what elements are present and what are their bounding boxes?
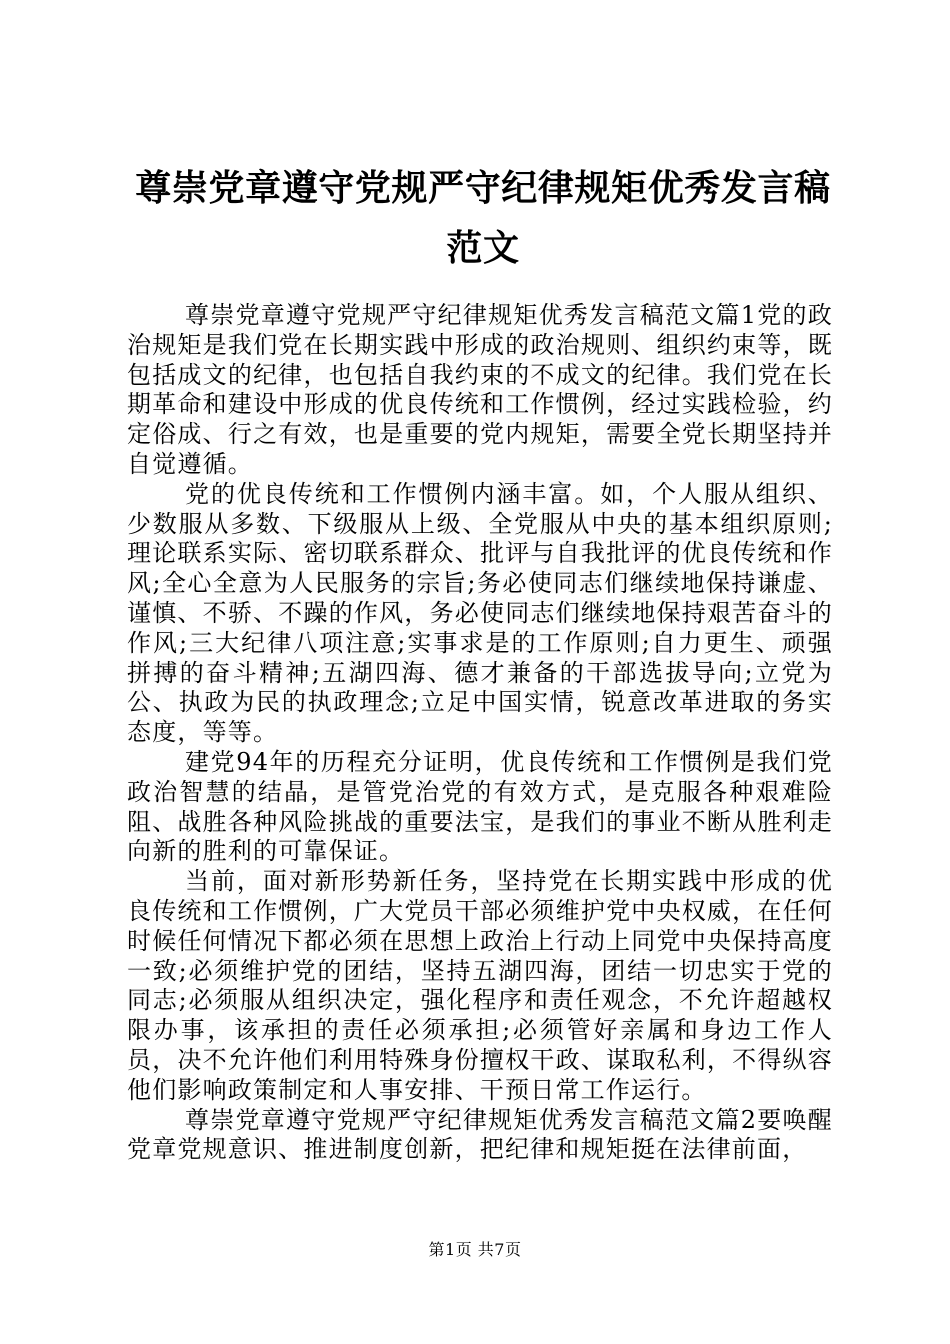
- page-footer: 第1页 共7页: [428, 1240, 522, 1259]
- document-title: 尊崇党章遵守党规严守纪律规矩优秀发言稿范文: [135, 167, 831, 269]
- paragraph-3: 建党94年的历程充分证明，优良传统和工作惯例是我们党政治智慧的结晶，是管党治党的有效方式，是克服各种艰难险阻、战胜各种风险挑战的重要法宝，是我们的事业不断从胜利走向新的胜利的可靠保证。: [127, 747, 833, 866]
- paragraph-2: 党的优良传统和工作惯例内涵丰富。如，个人服从组织、少数服从多数、下级服从上级、全党服从中央的基本组织原则;理论联系实际、密切联系群众、批评与自我批评的优良传统和作风;全心全意为人民服务的宗旨;务必使同志们继续地保持谦虚、谨慎、不骄、不躁的作风，务必使同志们继续地保持艰苦奋斗的作风;三大纪律八项注意;实事求是的工作原则;自力更生、顽强拼搏的奋斗精神;五湖四海、德才兼备的干部选拔导向;立党为公、执政为民的执政理念;立足中国实情，锐意改革进取的务实态度，等等。: [127, 479, 833, 747]
- paragraph-1: 尊崇党章遵守党规严守纪律规矩优秀发言稿范文篇1党的政治规矩是我们党在长期实践中形成的政治规则、组织约束等，既包括成文的纪律，也包括自我约束的不成文的纪律。我们党在长期革命和建设中形成的优良传统和工作惯例，经过实践检验，约定俗成、行之有效，也是重要的党内规矩，需要全党长期坚持并自觉遵循。: [127, 301, 833, 478]
- paragraph-5: 尊崇党章遵守党规严守纪律规矩优秀发言稿范文篇2要唤醒党章党规意识、推进制度创新，把纪律和规矩挺在法律前面，: [127, 1105, 833, 1164]
- document-body: [127, 301, 833, 1165]
- paragraph-4: 当前，面对新形势新任务，坚持党在长期实践中形成的优良传统和工作惯例，广大党员干部必须维护党中央权威，在任何时候任何情况下都必须在思想上政治上行动上同党中央保持高度一致;必须维护党的团结，坚持五湖四海，团结一切忠实于党的同志;必须服从组织决定，强化程序和责任观念，不允许超越权限办事，该承担的责任必须承担;必须管好亲属和身边工作人员，决不允许他们利用特殊身份擅权干政、谋取私利，不得纵容他们影响政策制定和人事安排、干预日常工作运行。: [127, 867, 833, 1104]
